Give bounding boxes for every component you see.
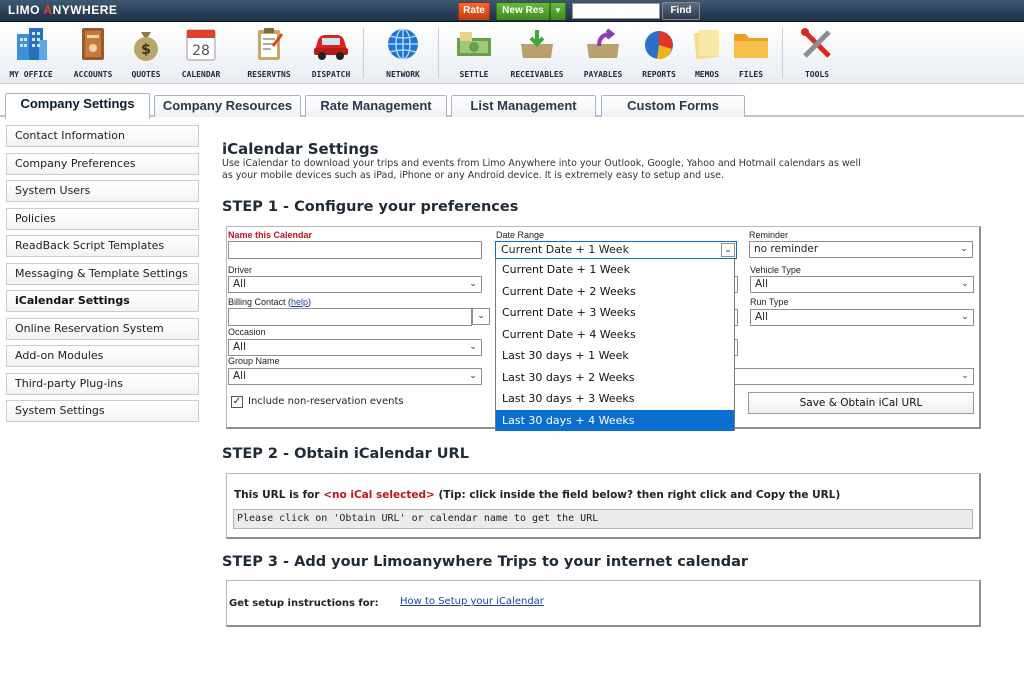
find-button[interactable]: Find — [662, 2, 700, 20]
ical-url-field[interactable]: Please click on 'Obtain URL' or calendar name to get the URL — [233, 509, 973, 529]
tab-company-settings[interactable]: Company Settings — [5, 93, 150, 119]
setup-instructions-link[interactable]: How to Setup your iCalendar — [400, 596, 544, 607]
outbox-icon — [583, 26, 623, 62]
nav-label: RESERVTNS — [247, 70, 291, 79]
nav-memos[interactable] — [686, 26, 728, 82]
settings-tabs — [0, 92, 1024, 117]
reminder-select[interactable] — [749, 241, 973, 258]
new-res-dropdown-icon[interactable]: ▼ — [550, 2, 566, 20]
sidebar-item-messaging-template-settings[interactable]: Messaging & Template Settings — [6, 263, 199, 285]
vehicle-type-select[interactable] — [750, 276, 974, 293]
vehicle-type-value: All — [755, 278, 769, 290]
group-name-select[interactable] — [228, 368, 482, 385]
sidebar-item-readback-script-templates[interactable]: ReadBack Script Templates — [6, 235, 199, 257]
calendar-day: 28 — [192, 43, 210, 59]
intro-text: Use iCalendar to download your trips and events from Limo Anywhere into your Outlook, Google, Yahoo and Hotmail calendars as well as your mobile devices such as iPad, iPhone or any Android device. It is extremely easy to setup and use. — [222, 158, 861, 181]
run-type-select[interactable] — [750, 309, 974, 326]
nav-label: TOOLS — [804, 70, 830, 79]
occasion-value: All — [233, 341, 247, 353]
nav-divider — [782, 28, 783, 78]
date-range-options — [495, 258, 735, 431]
nav-quotes[interactable] — [124, 26, 168, 82]
nav-payables[interactable] — [574, 26, 632, 82]
nav-dispatch[interactable] — [304, 26, 358, 82]
nav-label: PAYABLES — [583, 70, 623, 79]
cash-icon — [454, 26, 494, 62]
billing-contact-input[interactable] — [228, 308, 472, 326]
url-note-text: This URL is for — [234, 489, 324, 501]
chevron-down-icon: ⌄ — [961, 371, 969, 381]
chevron-down-icon: ⌄ — [469, 342, 477, 352]
sidebar-item-icalendar-settings[interactable]: iCalendar Settings — [6, 290, 199, 312]
vehicle-type-label: Vehicle Type — [750, 265, 801, 275]
nav-divider — [363, 28, 364, 78]
date-range-option[interactable]: Last 30 days + 1 Week — [502, 349, 629, 362]
url-note-selected: <no iCal selected> — [323, 489, 435, 501]
include-non-reservation-label: Include non-reservation events — [248, 396, 404, 407]
occasion-select[interactable] — [228, 339, 482, 356]
sidebar-item-add-on-modules[interactable]: Add-on Modules — [6, 345, 199, 367]
save-obtain-ical-button[interactable]: Save & Obtain iCal URL — [748, 392, 974, 414]
nav-label: ACCOUNTS — [73, 70, 113, 79]
chevron-down-icon: ⌄ — [477, 311, 485, 321]
tab-list-management[interactable]: List Management — [451, 95, 596, 117]
date-range-option-highlighted[interactable]: Last 30 days + 4 Weeks — [496, 410, 734, 432]
svg-text:$: $ — [141, 42, 151, 58]
book-icon — [73, 26, 113, 62]
nav-label: RECEIVABLES — [510, 70, 564, 79]
reminder-label: Reminder — [749, 230, 789, 240]
inbox-icon — [517, 26, 557, 62]
pie-chart-icon — [639, 26, 679, 62]
tools-icon — [797, 26, 837, 62]
sidebar-item-company-preferences[interactable]: Company Preferences — [6, 153, 199, 175]
wide-select[interactable] — [730, 368, 974, 385]
name-label: Name this Calendar — [228, 230, 313, 240]
date-range-option[interactable]: Last 30 days + 2 Weeks — [502, 370, 635, 384]
chevron-down-icon: ⌄ — [960, 244, 968, 254]
nav-label: NETWORK — [386, 70, 420, 79]
page-title: iCalendar Settings — [222, 140, 379, 158]
date-range-label: Date Range — [496, 230, 545, 240]
calendar-name-input[interactable] — [228, 241, 482, 259]
tab-custom-forms[interactable]: Custom Forms — [601, 95, 745, 117]
date-range-option[interactable]: Current Date + 4 Weeks — [502, 327, 636, 341]
nav-divider — [438, 28, 439, 78]
folder-icon — [731, 26, 771, 62]
step3-heading: STEP 3 - Add your Limoanywhere Trips to your internet calendar — [222, 554, 749, 570]
sidebar-item-contact-information[interactable]: Contact Information — [6, 125, 199, 147]
nav-label: CALENDAR — [181, 70, 221, 79]
run-type-value: All — [755, 311, 769, 323]
tab-rate-management[interactable]: Rate Management — [305, 95, 447, 117]
nav-label: FILES — [738, 70, 764, 79]
reminder-value: no reminder — [754, 243, 819, 255]
url-note — [234, 489, 840, 501]
sidebar-item-online-reservation-system[interactable]: Online Reservation System — [6, 318, 199, 340]
date-range-option[interactable]: Current Date + 3 Weeks — [502, 306, 636, 319]
chevron-down-icon: ⌄ — [469, 279, 477, 289]
main-nav — [0, 22, 1024, 84]
run-type-label: Run Type — [750, 297, 789, 307]
setup-label: Get setup instructions for: — [229, 598, 379, 609]
date-range-select[interactable] — [495, 241, 737, 259]
nav-receivables[interactable] — [504, 26, 570, 82]
logo-text: LIMO — [8, 3, 44, 17]
nav-label: SETTLE — [459, 70, 489, 79]
driver-label: Driver — [228, 265, 252, 275]
url-note-tip: (Tip: click inside the field below? then right click and Copy the URL) — [434, 489, 841, 501]
driver-select[interactable] — [228, 276, 482, 293]
globe-icon — [383, 26, 423, 62]
sidebar-item-system-users[interactable]: System Users — [6, 180, 199, 202]
car-icon — [311, 26, 351, 62]
new-res-button[interactable]: New Res — [496, 2, 550, 20]
chevron-down-icon: ⌄ — [961, 312, 969, 322]
nav-reservations[interactable] — [236, 26, 302, 82]
sidebar-item-system-settings[interactable]: System Settings — [6, 400, 199, 422]
clipboard-icon — [249, 26, 289, 62]
ical-url-panel — [226, 473, 981, 539]
rate-button[interactable]: Rate — [458, 2, 490, 20]
nav-tools[interactable] — [794, 26, 840, 82]
step1-heading: STEP 1 - Configure your preferences — [222, 199, 519, 215]
nav-files[interactable] — [730, 26, 772, 82]
memo-icon — [687, 26, 727, 62]
chevron-down-icon: ⌄ — [721, 243, 735, 257]
nav-label: QUOTES — [131, 70, 161, 79]
billing-label-text: Billing Contact ( — [228, 297, 292, 307]
nav-calendar[interactable] — [170, 26, 232, 82]
money-bag-icon — [126, 26, 166, 62]
building-icon — [11, 26, 51, 62]
occasion-label: Occasion — [228, 327, 266, 337]
sidebar — [6, 125, 199, 428]
group-name-value: All — [233, 370, 247, 382]
calendar-icon — [181, 26, 221, 62]
billing-help-link[interactable]: help — [291, 297, 309, 307]
tab-company-resources[interactable]: Company Resources — [154, 95, 301, 117]
billing-contact-label — [228, 297, 311, 307]
chevron-down-icon: ⌄ — [961, 279, 969, 289]
sidebar-item-policies[interactable]: Policies — [6, 208, 199, 230]
date-range-option[interactable]: Current Date + 1 Week — [502, 263, 630, 276]
nav-label: MEMOS — [694, 70, 720, 79]
date-range-option[interactable]: Current Date + 2 Weeks — [502, 284, 636, 298]
app-logo[interactable] — [8, 3, 117, 17]
date-range-value: Current Date + 1 Week — [501, 243, 629, 256]
nav-network[interactable] — [376, 26, 430, 82]
nav-reports[interactable] — [634, 26, 684, 82]
step2-heading: STEP 2 - Obtain iCalendar URL — [222, 446, 469, 462]
billing-contact-dropdown[interactable] — [472, 308, 490, 325]
group-name-label: Group Name — [228, 356, 280, 366]
sidebar-item-third-party-plug-ins[interactable]: Third-party Plug-ins — [6, 373, 199, 395]
search-input[interactable] — [572, 3, 660, 19]
nav-accounts[interactable] — [64, 26, 122, 82]
nav-settle[interactable] — [448, 26, 500, 82]
nav-label: REPORTS — [642, 70, 676, 79]
chevron-down-icon: ⌄ — [469, 371, 477, 381]
nav-label: MY OFFICE — [9, 70, 53, 79]
billing-label-close: ) — [308, 297, 312, 307]
logo-accent: A — [43, 3, 53, 17]
date-range-option[interactable]: Last 30 days + 3 Weeks — [502, 392, 635, 405]
logo-text-rest: NYWHERE — [52, 3, 118, 17]
driver-value: All — [233, 278, 247, 290]
include-non-reservation-checkbox[interactable]: ✓ — [232, 396, 242, 407]
nav-label: DISPATCH — [311, 70, 351, 79]
nav-my-office[interactable] — [0, 26, 62, 82]
top-bar — [0, 0, 1024, 22]
